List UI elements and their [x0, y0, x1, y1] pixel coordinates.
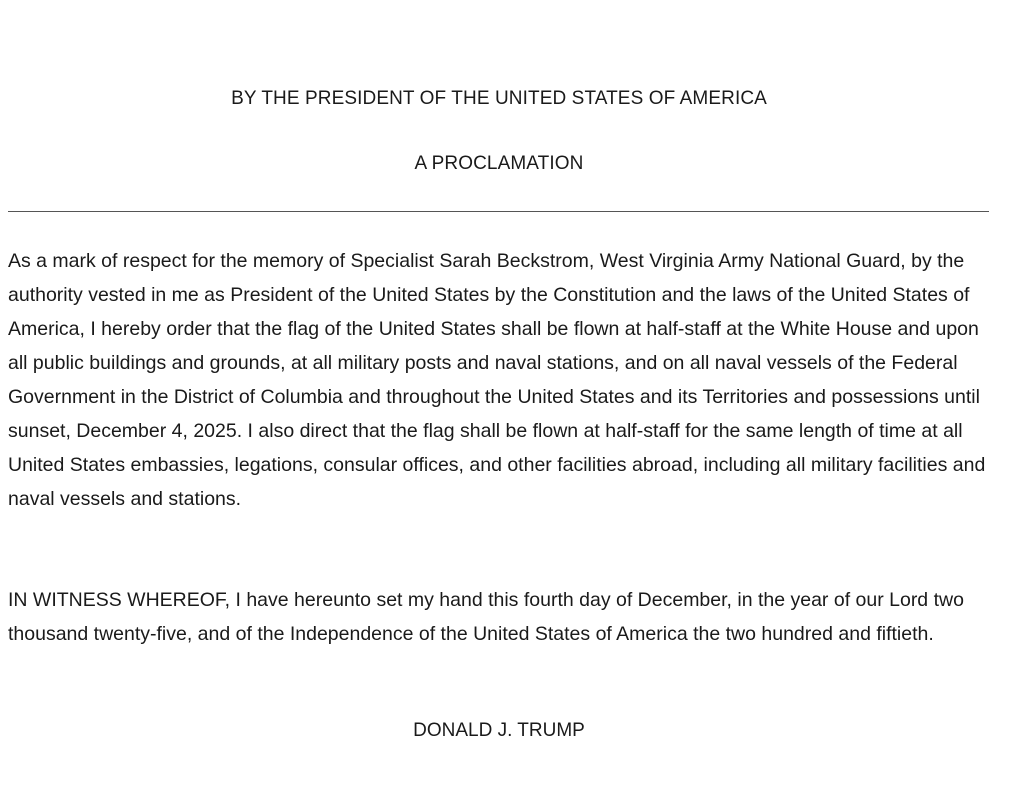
document-heading: BY THE PRESIDENT OF THE UNITED STATES OF AMERICA	[231, 88, 767, 109]
document-subheading: A PROCLAMATION	[414, 153, 584, 174]
witness-paragraph: IN WITNESS WHEREOF, I have hereunto set my hand this fourth day of December, in the year of our Lord two thousand twenty-five, and of the Independence of the United States of America the two hundred and fiftieth.	[8, 589, 964, 645]
horizontal-divider	[8, 211, 989, 212]
signature-name: DONALD J. TRUMP	[413, 720, 585, 741]
proclamation-body-paragraph: As a mark of respect for the memory of Specialist Sarah Beckstrom, West Virginia Army National Guard, by the authority vested in me as President of the United States by the Constitution and the laws of the United States of America, I hereby order that the flag of the United States shall be flown at half-staff at the White House and upon all public buildings and grounds, at all military posts and naval stations, and on all naval vessels of the Federal Government in the District of Columbia and throughout the United States and its Territories and possessions until sunset, December 4, 2025. I also direct that the flag shall be flown at half-staff for the same length of time at all United States embassies, legations, consular offices, and other facilities abroad, including all military facilities and naval vessels and stations.	[8, 250, 986, 510]
